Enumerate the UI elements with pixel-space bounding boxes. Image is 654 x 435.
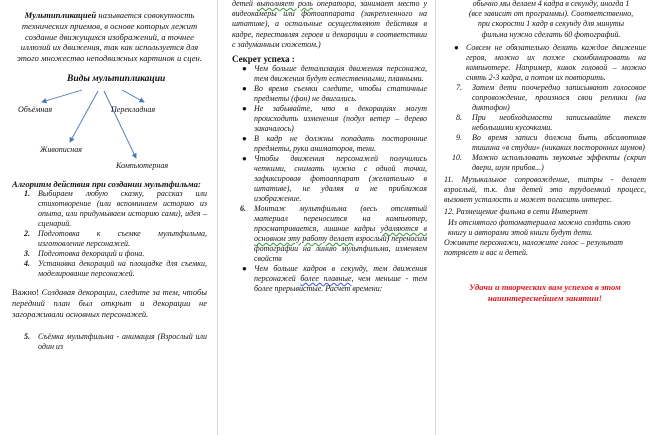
bullet-icon: ● — [242, 154, 247, 164]
intro-text: называется совокупность технических приемов, в основе которых лежит создание движущихся изображений, а точнее иллюзий их движения, так как используется для этого множество неподвижных картинок и сцен. — [17, 10, 202, 64]
list-item: 7. Затем дети поочередно записывают голосовое сопровождение, произнося свои реплики (на диктофон) — [456, 82, 646, 112]
list-item: 4. Установка декораций на площадке для съемки, моделирование персонажей. — [24, 259, 207, 279]
column-left — [0, 0, 218, 435]
arrow-computer — [104, 91, 136, 158]
algorithm-step-5 — [12, 332, 207, 352]
list-item: ● Чем больше детализация движения персонажа, тем движения будут естественными, плавными. — [242, 64, 427, 84]
type-cutout: Перекладная — [111, 104, 156, 114]
diagram-title: Виды мультипликации — [67, 73, 166, 84]
list-item: 2. Подготовка к съемке мультфильма, изготовление персонажей. — [24, 229, 207, 249]
list-item: 5. Съёмка мультфильма - анимация (Взрослый или один из — [24, 332, 207, 352]
algorithm-steps — [12, 189, 207, 279]
column-middle — [218, 0, 436, 435]
closing-wish: Удачи и творческих вам успехов в этом наиинтереснейшем занятии! — [469, 282, 621, 304]
list-item: 8. При необходимости записывайте текст небольшими кусочками. — [456, 112, 646, 132]
bullet-icon: ● — [454, 42, 459, 52]
important-note — [12, 287, 207, 320]
step5-continuation: детей выполняет роль оператора, занимает место у видеокамеры или фотоаппарата (закрепленного на штативе), а остальные осуществляют действия в кадре, переставляя героев и декорации в соответствии с задуманным сюжетом.) — [232, 0, 427, 49]
list-item: 9. Во время записи должна быть абсолютная тишина «в студии» (никаких посторонних шумов) — [456, 132, 646, 152]
intro-paragraph — [12, 10, 207, 64]
list-item: 3. Подготовка декораций и фона. — [24, 249, 145, 259]
list-item: ● Чем больше кадров в секунду, тем движения персонажей более плавные, чем меньше - тем более прерывистые. Расчет времени: — [242, 264, 427, 294]
success-secret-title: Секрет успеха : — [232, 54, 295, 65]
arrow-cutout — [122, 90, 144, 102]
bullet-icon: ● — [242, 264, 247, 274]
list-item: 10. Можно использовать звуковые эффекты (скрип двери, шум прибоя...) — [452, 152, 646, 172]
bullet-icon: ● — [242, 84, 247, 94]
bullet-icon: ● — [242, 104, 247, 114]
step-12-title: 12. Размещение фильма в сети Интернет — [444, 207, 588, 217]
arrow-painting — [70, 91, 98, 142]
type-painting: Живописная — [40, 144, 82, 154]
arrow-volumetric — [42, 90, 82, 102]
list-item: ● Не забывайте, что в декорациях могут происходить изменения (подул ветер – дерево закачалось) — [242, 104, 427, 134]
list-item: 1. Выбираем любую сказку, рассказ или стихотворение (или вспоминаем историю из опыта, или придумываем историю сами), идея – сценарий. — [24, 189, 207, 229]
list-item: ● Совсем не обязательно делать каждое движение героя, можно их позже скомбинировать на компьютере. Например, кивок головой – можно снять 2-3 кадра, а потом их повторить. — [454, 42, 646, 82]
important-lead: Важно! — [12, 287, 42, 298]
algorithm-title: Алгоритм действия при создании мультфильма: — [12, 178, 201, 189]
diagram-arrows — [12, 64, 218, 179]
list-item: 6. Монтаж мультфильма (весь отснятый материал переносится на компьютер, просматривается, лишние кадры удаляются в основном эту работу делает взрослый) переносим фотографии на линию мультфильма, изменяем свойств — [240, 204, 428, 264]
type-volumetric: Объёмная — [18, 104, 53, 114]
animation-types-diagram — [12, 64, 207, 179]
frame-rate-text: обычно мы делаем 4 кадра в секунду, иногда 1 (все зависит от программы). Соответственно, при скорости 1 кадр в секунду для минуты фильма нужно сделать 60 фотографий. — [468, 0, 634, 39]
column-right — [436, 0, 654, 435]
intro-term: Мультипликацией — [24, 10, 97, 20]
important-text: Создавая декорации, следите за тем, чтобы передний план был открыт и декорации не загораживали основных персонажей. — [12, 287, 207, 320]
list-item: ● Чтобы движения персонажей получились четкими, снимать нужно с одной точки, зафиксировав фотоаппарат (желательно в штативе), не удаляя и не приближая изображение. — [242, 154, 427, 204]
book-text: Из отснятого фотоматериала можно создать свою книгу и авторами этой книги будут дети. — [448, 217, 631, 237]
step-11-text: 11. Музыкальное сопровождение, титры - делает взрослый, т.к. для детей это трудоемкий процесс, вызовет усталость и может погасить интерес. — [444, 174, 646, 205]
type-computer: Компьютерная — [116, 160, 169, 170]
bullet-icon: ● — [242, 64, 247, 74]
list-item: ● Во время съемки следите, чтобы статичные предметы (фон) не двигались. — [242, 84, 427, 104]
voice-text: Оживите персонажи, наложите голос – результат потрясет и вас и детей. — [444, 238, 624, 258]
bullet-icon: ● — [242, 134, 247, 144]
list-item: ● В кадр не должны попадать посторонние предметы, руки аниматоров, тени. — [242, 134, 427, 154]
